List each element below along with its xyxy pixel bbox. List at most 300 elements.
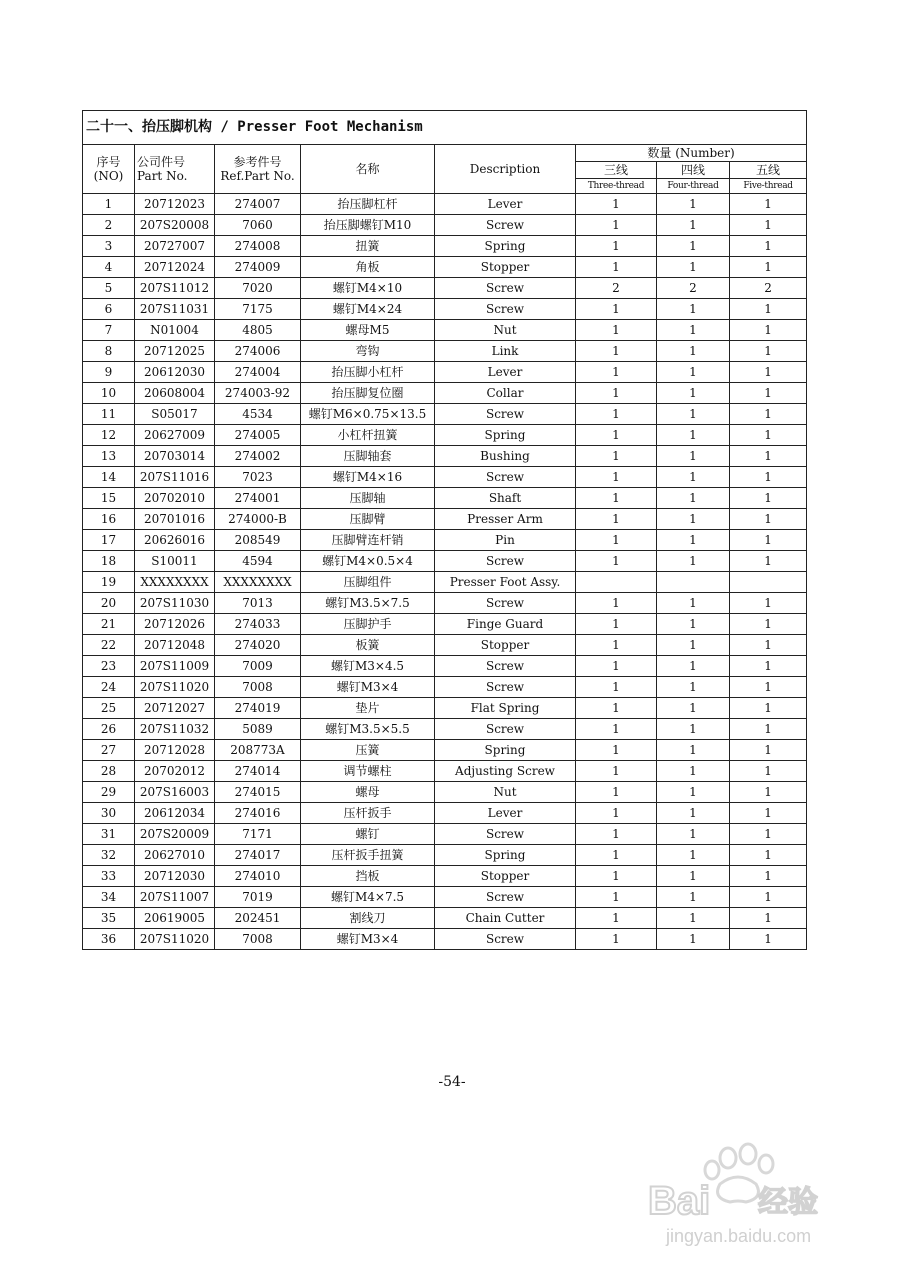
qty-three-thread-cell: 1 <box>576 698 657 719</box>
part-description-cell: Screw <box>435 593 576 614</box>
qty-five-thread-cell: 2 <box>730 278 807 299</box>
part-name-cell: 调节螺柱 <box>301 761 435 782</box>
table-row <box>83 593 807 614</box>
part-description-cell: Lever <box>435 803 576 824</box>
company-part-no-cell: 207S11009 <box>135 656 215 677</box>
part-name-cell: 压脚护手 <box>301 614 435 635</box>
qty-three-thread-cell: 1 <box>576 404 657 425</box>
item-no-cell: 22 <box>83 635 135 656</box>
qty-five-thread-cell: 1 <box>730 467 807 488</box>
qty-four-thread-cell: 1 <box>657 866 730 887</box>
header-ref-part: 参考件号 Ref.Part No. <box>215 145 301 194</box>
item-no-cell: 27 <box>83 740 135 761</box>
ref-part-no-cell: 7008 <box>215 929 301 950</box>
qty-four-thread-cell: 1 <box>657 509 730 530</box>
part-description-cell: Nut <box>435 320 576 341</box>
qty-five-thread-cell: 1 <box>730 719 807 740</box>
part-name-cell: 垫片 <box>301 698 435 719</box>
part-description-cell: Screw <box>435 824 576 845</box>
svg-text:经验: 经验 <box>758 1185 818 1220</box>
item-no-cell: 2 <box>83 215 135 236</box>
item-no-cell: 6 <box>83 299 135 320</box>
item-no-cell: 5 <box>83 278 135 299</box>
ref-part-no-cell: 7023 <box>215 467 301 488</box>
part-description-cell: Spring <box>435 425 576 446</box>
qty-five-thread-cell: 1 <box>730 761 807 782</box>
ref-part-no-cell: 274009 <box>215 257 301 278</box>
ref-part-no-cell: 7019 <box>215 887 301 908</box>
table-row <box>83 362 807 383</box>
company-part-no-cell: 207S11020 <box>135 677 215 698</box>
part-description-cell: Screw <box>435 404 576 425</box>
qty-three-thread-cell: 1 <box>576 887 657 908</box>
qty-four-thread-cell: 1 <box>657 656 730 677</box>
ref-part-no-cell: 7020 <box>215 278 301 299</box>
part-description-cell: Screw <box>435 656 576 677</box>
item-no-cell: 1 <box>83 194 135 215</box>
qty-three-thread-cell: 1 <box>576 299 657 320</box>
part-name-cell: 螺钉M3×4.5 <box>301 656 435 677</box>
part-name-cell: 螺钉M6×0.75×13.5 <box>301 404 435 425</box>
qty-four-thread-cell: 1 <box>657 740 730 761</box>
part-name-cell: 板簧 <box>301 635 435 656</box>
qty-four-thread-cell: 1 <box>657 404 730 425</box>
qty-five-thread-cell: 1 <box>730 320 807 341</box>
company-part-no-cell: 20703014 <box>135 446 215 467</box>
item-no-cell: 7 <box>83 320 135 341</box>
qty-four-thread-cell: 1 <box>657 908 730 929</box>
table-row <box>83 803 807 824</box>
company-part-no-cell: 20612034 <box>135 803 215 824</box>
part-name-cell: 螺钉M4×10 <box>301 278 435 299</box>
company-part-no-cell: XXXXXXXX <box>135 572 215 593</box>
qty-five-thread-cell: 1 <box>730 530 807 551</box>
qty-three-thread-cell: 1 <box>576 593 657 614</box>
ref-part-no-cell: 274033 <box>215 614 301 635</box>
company-part-no-cell: 207S11032 <box>135 719 215 740</box>
qty-three-thread-cell: 1 <box>576 488 657 509</box>
qty-five-thread-cell: 1 <box>730 194 807 215</box>
part-description-cell: Screw <box>435 299 576 320</box>
item-no-cell: 20 <box>83 593 135 614</box>
item-no-cell: 18 <box>83 551 135 572</box>
part-description-cell: Presser Foot Assy. <box>435 572 576 593</box>
qty-four-thread-cell: 1 <box>657 194 730 215</box>
company-part-no-cell: 20608004 <box>135 383 215 404</box>
part-description-cell: Lever <box>435 194 576 215</box>
item-no-cell: 15 <box>83 488 135 509</box>
qty-four-thread-cell: 1 <box>657 551 730 572</box>
qty-five-thread-cell: 1 <box>730 845 807 866</box>
part-description-cell: Screw <box>435 719 576 740</box>
part-name-cell: 螺钉M3×4 <box>301 929 435 950</box>
part-name-cell: 弯钩 <box>301 341 435 362</box>
qty-three-thread-cell: 1 <box>576 257 657 278</box>
part-name-cell: 扭簧 <box>301 236 435 257</box>
part-description-cell: Stopper <box>435 257 576 278</box>
company-part-no-cell: 207S11031 <box>135 299 215 320</box>
qty-five-thread-cell: 1 <box>730 509 807 530</box>
qty-five-thread-cell: 1 <box>730 824 807 845</box>
qty-four-thread-cell: 1 <box>657 236 730 257</box>
table-row <box>83 635 807 656</box>
item-no-cell: 32 <box>83 845 135 866</box>
part-name-cell: 抬压脚螺钉M10 <box>301 215 435 236</box>
qty-four-thread-cell: 1 <box>657 887 730 908</box>
table-row <box>83 467 807 488</box>
ref-part-no-cell: 4534 <box>215 404 301 425</box>
qty-four-thread-cell: 1 <box>657 215 730 236</box>
part-description-cell: Spring <box>435 845 576 866</box>
parts-sheet <box>82 110 806 950</box>
part-description-cell: Spring <box>435 740 576 761</box>
qty-three-thread-cell: 1 <box>576 236 657 257</box>
qty-three-thread-cell: 1 <box>576 845 657 866</box>
part-description-cell: Stopper <box>435 635 576 656</box>
baidu-paw-logo-icon <box>646 1140 866 1250</box>
table-row <box>83 194 807 215</box>
ref-part-no-cell: 208773A <box>215 740 301 761</box>
qty-four-thread-cell: 1 <box>657 467 730 488</box>
qty-three-thread-cell: 1 <box>576 866 657 887</box>
item-no-cell: 26 <box>83 719 135 740</box>
qty-three-thread-cell: 1 <box>576 929 657 950</box>
part-description-cell: Shaft <box>435 488 576 509</box>
item-no-cell: 34 <box>83 887 135 908</box>
qty-five-thread-cell: 1 <box>730 341 807 362</box>
qty-five-thread-cell: 1 <box>730 404 807 425</box>
qty-five-thread-cell: 1 <box>730 887 807 908</box>
table-row <box>83 551 807 572</box>
qty-three-thread-cell: 1 <box>576 908 657 929</box>
qty-three-thread-cell: 1 <box>576 467 657 488</box>
company-part-no-cell: 20612030 <box>135 362 215 383</box>
ref-part-no-cell: 7171 <box>215 824 301 845</box>
header-five-thread-en: Five-thread <box>730 179 807 194</box>
item-no-cell: 19 <box>83 572 135 593</box>
company-part-no-cell: 207S11020 <box>135 929 215 950</box>
qty-five-thread-cell: 1 <box>730 635 807 656</box>
part-name-cell: 挡板 <box>301 866 435 887</box>
table-row <box>83 530 807 551</box>
company-part-no-cell: S10011 <box>135 551 215 572</box>
parts-table <box>82 110 807 950</box>
item-no-cell: 29 <box>83 782 135 803</box>
part-name-cell: 压脚组件 <box>301 572 435 593</box>
part-description-cell: Screw <box>435 929 576 950</box>
item-no-cell: 8 <box>83 341 135 362</box>
item-no-cell: 36 <box>83 929 135 950</box>
item-no-cell: 28 <box>83 761 135 782</box>
qty-four-thread-cell: 1 <box>657 614 730 635</box>
company-part-no-cell: 20702010 <box>135 488 215 509</box>
part-description-cell: Link <box>435 341 576 362</box>
qty-four-thread-cell: 1 <box>657 824 730 845</box>
table-row <box>83 866 807 887</box>
part-name-cell: 抬压脚复位圈 <box>301 383 435 404</box>
part-description-cell: Lever <box>435 362 576 383</box>
header-three-thread-en: Three-thread <box>576 179 657 194</box>
ref-part-no-cell: 7008 <box>215 677 301 698</box>
ref-part-no-cell: XXXXXXXX <box>215 572 301 593</box>
part-description-cell: Screw <box>435 887 576 908</box>
part-description-cell: Collar <box>435 383 576 404</box>
qty-four-thread-cell: 1 <box>657 341 730 362</box>
header-four-thread-cn: 四线 <box>657 162 730 179</box>
qty-five-thread-cell: 1 <box>730 299 807 320</box>
qty-four-thread-cell: 1 <box>657 593 730 614</box>
qty-four-thread-cell: 1 <box>657 782 730 803</box>
ref-part-no-cell: 274016 <box>215 803 301 824</box>
company-part-no-cell: 20712023 <box>135 194 215 215</box>
table-row <box>83 719 807 740</box>
qty-three-thread-cell: 1 <box>576 530 657 551</box>
part-description-cell: Screw <box>435 677 576 698</box>
ref-part-no-cell: 7175 <box>215 299 301 320</box>
title-row <box>83 111 807 145</box>
company-part-no-cell: 20712024 <box>135 257 215 278</box>
ref-part-no-cell: 274007 <box>215 194 301 215</box>
qty-three-thread-cell: 1 <box>576 509 657 530</box>
ref-part-no-cell: 274010 <box>215 866 301 887</box>
table-row <box>83 761 807 782</box>
qty-three-thread-cell: 1 <box>576 782 657 803</box>
table-row <box>83 278 807 299</box>
ref-part-no-cell: 7009 <box>215 656 301 677</box>
ref-part-no-cell: 4805 <box>215 320 301 341</box>
qty-four-thread-cell: 1 <box>657 677 730 698</box>
part-name-cell: 压杆扳手扭簧 <box>301 845 435 866</box>
item-no-cell: 31 <box>83 824 135 845</box>
qty-five-thread-cell: 1 <box>730 236 807 257</box>
qty-five-thread-cell: 1 <box>730 425 807 446</box>
qty-three-thread-cell: 1 <box>576 383 657 404</box>
part-name-cell: 螺钉M3.5×7.5 <box>301 593 435 614</box>
qty-five-thread-cell: 1 <box>730 362 807 383</box>
part-name-cell: 小杠杆扭簧 <box>301 425 435 446</box>
qty-five-thread-cell: 1 <box>730 215 807 236</box>
part-description-cell: Screw <box>435 278 576 299</box>
header-quantity: 数量 (Number) <box>576 145 807 162</box>
company-part-no-cell: 207S11016 <box>135 467 215 488</box>
table-row <box>83 845 807 866</box>
part-description-cell: Screw <box>435 215 576 236</box>
header-five-thread-cn: 五线 <box>730 162 807 179</box>
part-description-cell: Pin <box>435 530 576 551</box>
part-name-cell: 压脚轴 <box>301 488 435 509</box>
table-row <box>83 698 807 719</box>
table-row <box>83 425 807 446</box>
header-description: Description <box>435 145 576 194</box>
item-no-cell: 25 <box>83 698 135 719</box>
header-three-thread-cn: 三线 <box>576 162 657 179</box>
qty-four-thread-cell: 1 <box>657 488 730 509</box>
table-row <box>83 782 807 803</box>
qty-five-thread-cell: 1 <box>730 677 807 698</box>
company-part-no-cell: 20619005 <box>135 908 215 929</box>
item-no-cell: 3 <box>83 236 135 257</box>
header-four-thread-en: Four-thread <box>657 179 730 194</box>
qty-five-thread-cell: 1 <box>730 866 807 887</box>
qty-three-thread-cell: 1 <box>576 740 657 761</box>
qty-three-thread-cell: 1 <box>576 446 657 467</box>
header-name: 名称 <box>301 145 435 194</box>
item-no-cell: 17 <box>83 530 135 551</box>
part-name-cell: 螺钉M4×24 <box>301 299 435 320</box>
qty-five-thread-cell: 1 <box>730 383 807 404</box>
qty-five-thread-cell <box>730 572 807 593</box>
qty-three-thread-cell: 1 <box>576 824 657 845</box>
qty-four-thread-cell: 1 <box>657 299 730 320</box>
item-no-cell: 23 <box>83 656 135 677</box>
ref-part-no-cell: 208549 <box>215 530 301 551</box>
ref-part-no-cell: 274019 <box>215 698 301 719</box>
part-name-cell: 抬压脚杠杆 <box>301 194 435 215</box>
part-name-cell: 螺母 <box>301 782 435 803</box>
ref-part-no-cell: 5089 <box>215 719 301 740</box>
part-description-cell: Spring <box>435 236 576 257</box>
header-no: 序号 (NO) <box>83 145 135 194</box>
qty-four-thread-cell: 1 <box>657 929 730 950</box>
table-row <box>83 572 807 593</box>
company-part-no-cell: 20712025 <box>135 341 215 362</box>
qty-three-thread-cell: 1 <box>576 551 657 572</box>
qty-four-thread-cell: 1 <box>657 320 730 341</box>
company-part-no-cell: 20712048 <box>135 635 215 656</box>
qty-four-thread-cell: 1 <box>657 425 730 446</box>
qty-four-thread-cell: 1 <box>657 446 730 467</box>
qty-five-thread-cell: 1 <box>730 551 807 572</box>
qty-five-thread-cell: 1 <box>730 446 807 467</box>
table-row <box>83 488 807 509</box>
qty-three-thread-cell <box>576 572 657 593</box>
table-row <box>83 215 807 236</box>
ref-part-no-cell: 274020 <box>215 635 301 656</box>
qty-five-thread-cell: 1 <box>730 593 807 614</box>
ref-part-no-cell: 274001 <box>215 488 301 509</box>
part-name-cell: 螺钉M4×7.5 <box>301 887 435 908</box>
part-name-cell: 割线刀 <box>301 908 435 929</box>
qty-three-thread-cell: 1 <box>576 719 657 740</box>
company-part-no-cell: 20712027 <box>135 698 215 719</box>
qty-four-thread-cell: 1 <box>657 362 730 383</box>
item-no-cell: 21 <box>83 614 135 635</box>
table-row <box>83 929 807 950</box>
part-name-cell: 螺钉M4×16 <box>301 467 435 488</box>
ref-part-no-cell: 274006 <box>215 341 301 362</box>
table-row <box>83 383 807 404</box>
ref-part-no-cell: 7013 <box>215 593 301 614</box>
part-name-cell: 压杆扳手 <box>301 803 435 824</box>
qty-three-thread-cell: 1 <box>576 761 657 782</box>
qty-four-thread-cell: 1 <box>657 803 730 824</box>
part-name-cell: 角板 <box>301 257 435 278</box>
ref-part-no-cell: 274003-92 <box>215 383 301 404</box>
qty-three-thread-cell: 1 <box>576 320 657 341</box>
table-row <box>83 740 807 761</box>
qty-four-thread-cell: 1 <box>657 845 730 866</box>
qty-five-thread-cell: 1 <box>730 698 807 719</box>
table-row <box>83 908 807 929</box>
company-part-no-cell: 20712030 <box>135 866 215 887</box>
company-part-no-cell: S05017 <box>135 404 215 425</box>
part-description-cell: Finge Guard <box>435 614 576 635</box>
table-row <box>83 614 807 635</box>
ref-part-no-cell: 202451 <box>215 908 301 929</box>
part-description-cell: Nut <box>435 782 576 803</box>
part-name-cell: 压脚轴套 <box>301 446 435 467</box>
qty-five-thread-cell: 1 <box>730 656 807 677</box>
page-number: -54- <box>438 1074 466 1090</box>
qty-four-thread-cell: 1 <box>657 719 730 740</box>
qty-three-thread-cell: 1 <box>576 635 657 656</box>
company-part-no-cell: 20627009 <box>135 425 215 446</box>
part-description-cell: Screw <box>435 467 576 488</box>
ref-part-no-cell: 274004 <box>215 362 301 383</box>
qty-three-thread-cell: 1 <box>576 677 657 698</box>
item-no-cell: 16 <box>83 509 135 530</box>
ref-part-no-cell: 274008 <box>215 236 301 257</box>
baidu-jingyan-watermark <box>646 1140 866 1250</box>
part-name-cell: 压脚臂连杆销 <box>301 530 435 551</box>
ref-part-no-cell: 274002 <box>215 446 301 467</box>
company-part-no-cell: 20701016 <box>135 509 215 530</box>
qty-four-thread-cell: 1 <box>657 530 730 551</box>
part-description-cell: Chain Cutter <box>435 908 576 929</box>
company-part-no-cell: 207S16003 <box>135 782 215 803</box>
item-no-cell: 14 <box>83 467 135 488</box>
qty-three-thread-cell: 2 <box>576 278 657 299</box>
qty-four-thread-cell: 1 <box>657 383 730 404</box>
table-row <box>83 257 807 278</box>
item-no-cell: 30 <box>83 803 135 824</box>
qty-three-thread-cell: 1 <box>576 614 657 635</box>
part-name-cell: 螺钉M3.5×5.5 <box>301 719 435 740</box>
item-no-cell: 11 <box>83 404 135 425</box>
table-row <box>83 824 807 845</box>
item-no-cell: 4 <box>83 257 135 278</box>
table-row <box>83 677 807 698</box>
qty-three-thread-cell: 1 <box>576 362 657 383</box>
watermark-url: jingyan.baidu.com <box>666 1226 812 1246</box>
part-name-cell: 螺母M5 <box>301 320 435 341</box>
qty-three-thread-cell: 1 <box>576 194 657 215</box>
part-description-cell: Stopper <box>435 866 576 887</box>
part-description-cell: Flat Spring <box>435 698 576 719</box>
ref-part-no-cell: 274017 <box>215 845 301 866</box>
company-part-no-cell: 207S20008 <box>135 215 215 236</box>
item-no-cell: 9 <box>83 362 135 383</box>
table-row <box>83 656 807 677</box>
qty-five-thread-cell: 1 <box>730 257 807 278</box>
parts-table-body <box>83 111 807 950</box>
table-row <box>83 404 807 425</box>
part-name-cell: 抬压脚小杠杆 <box>301 362 435 383</box>
qty-five-thread-cell: 1 <box>730 803 807 824</box>
company-part-no-cell: 20727007 <box>135 236 215 257</box>
part-description-cell: Presser Arm <box>435 509 576 530</box>
company-part-no-cell: 207S11007 <box>135 887 215 908</box>
part-description-cell: Adjusting Screw <box>435 761 576 782</box>
part-description-cell: Screw <box>435 551 576 572</box>
ref-part-no-cell: 274014 <box>215 761 301 782</box>
ref-part-no-cell: 4594 <box>215 551 301 572</box>
ref-part-no-cell: 274015 <box>215 782 301 803</box>
company-part-no-cell: 207S20009 <box>135 824 215 845</box>
company-part-no-cell: 20626016 <box>135 530 215 551</box>
part-name-cell: 压脚臂 <box>301 509 435 530</box>
section-title: 二十一、抬压脚机构 / Presser Foot Mechanism <box>83 111 807 145</box>
